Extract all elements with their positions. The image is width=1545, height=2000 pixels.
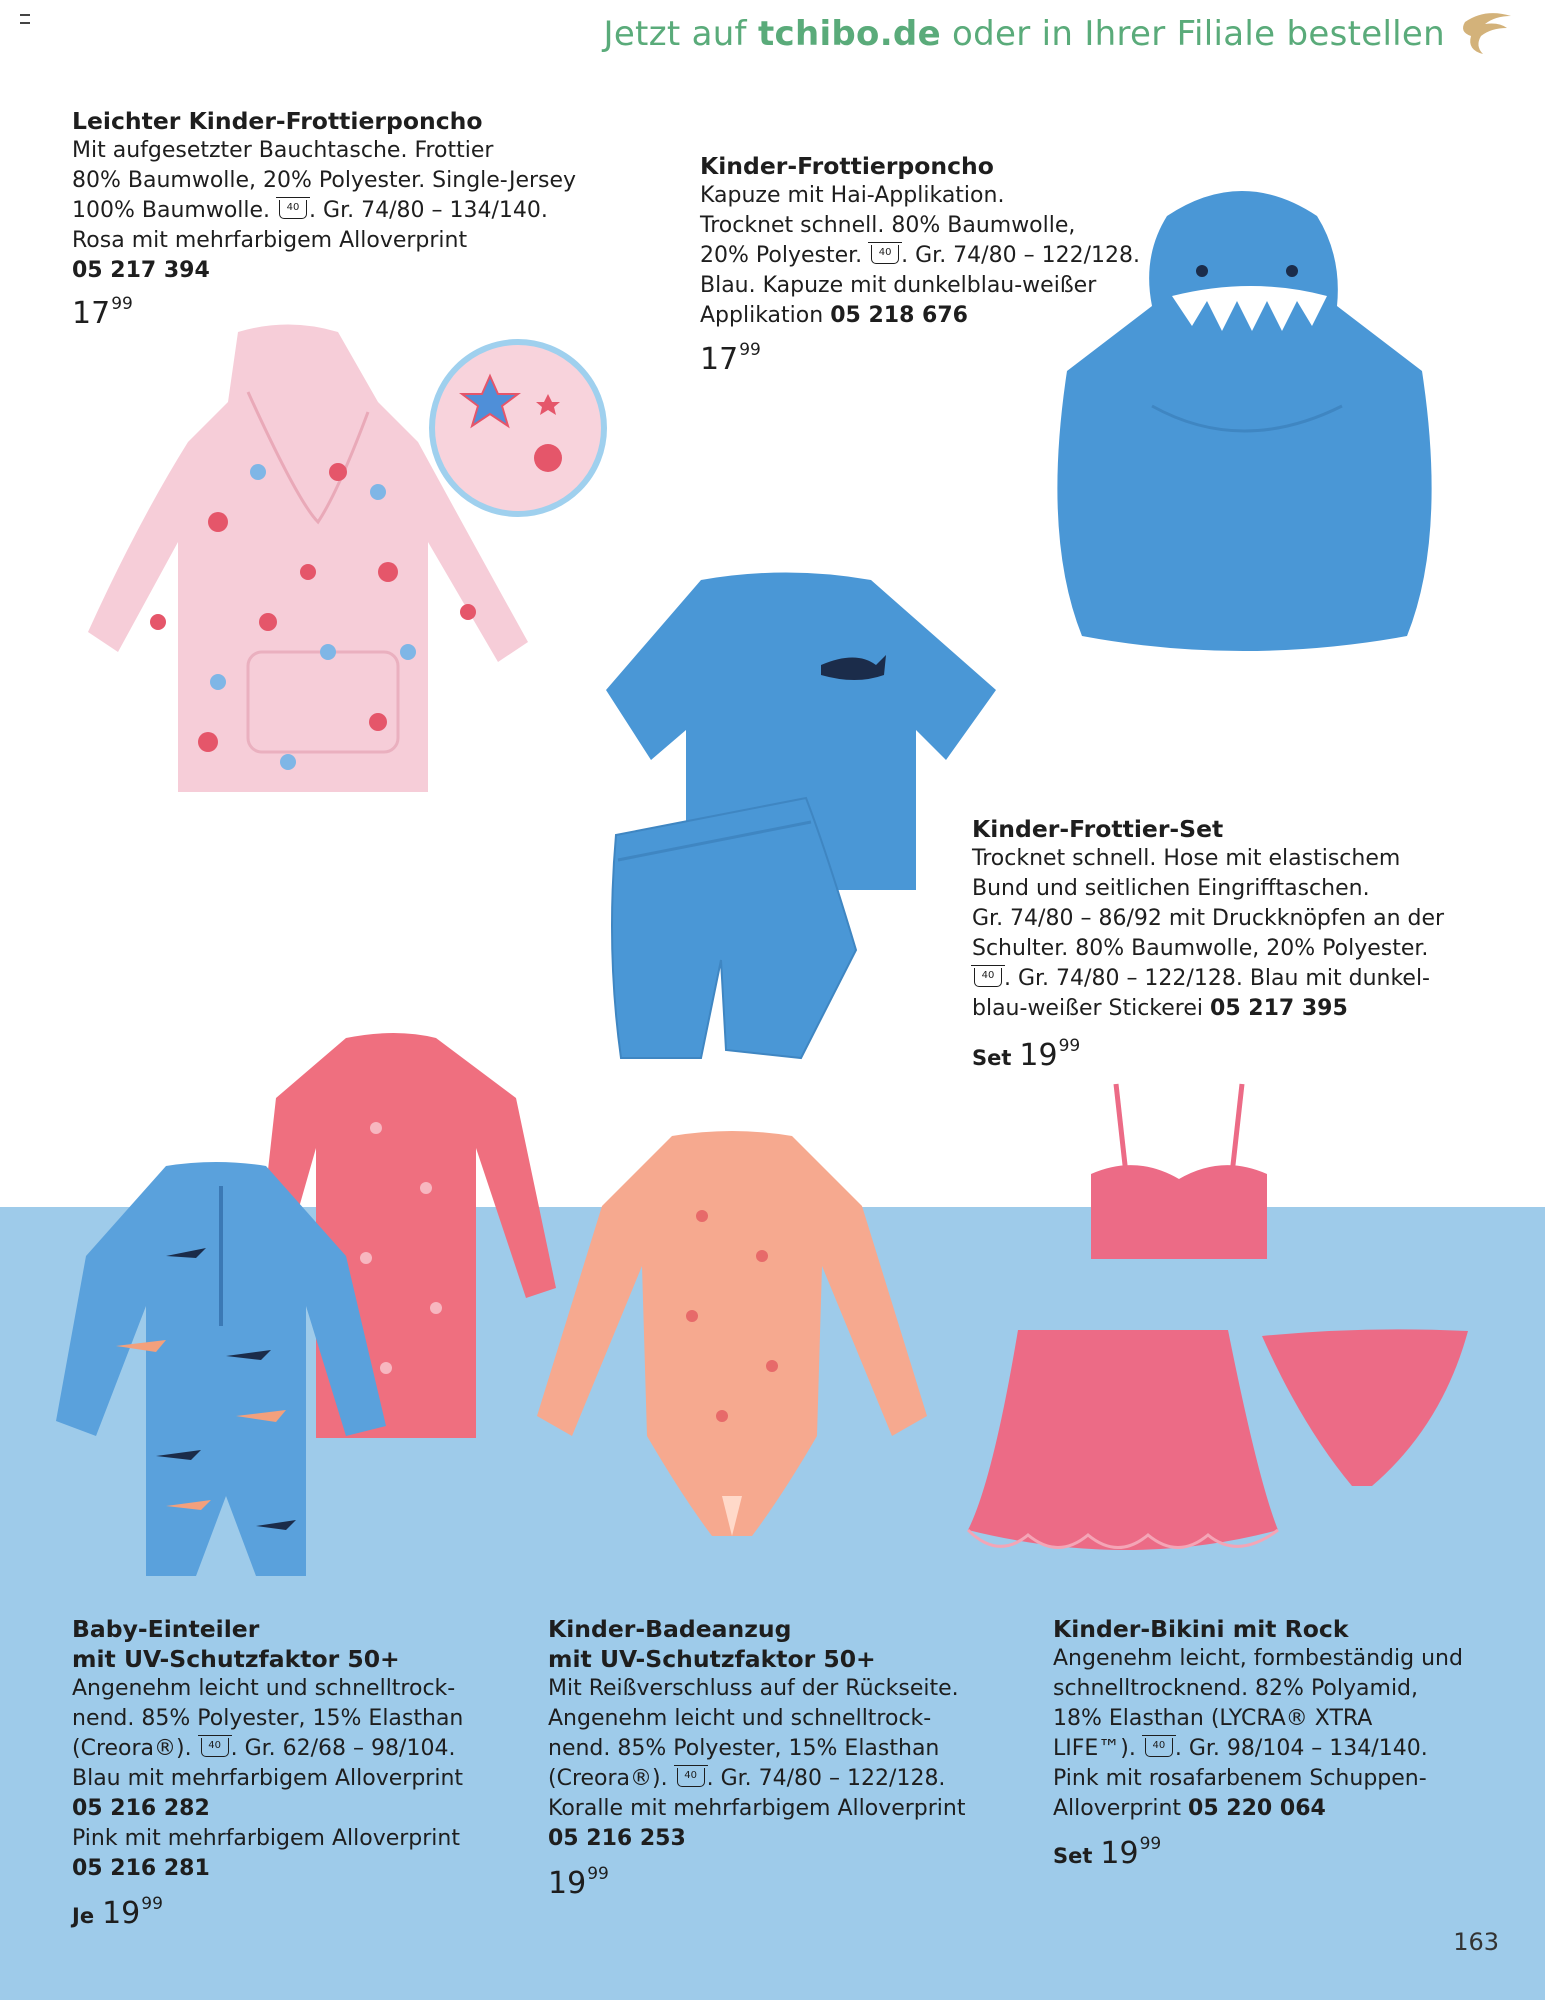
product-bikini: Kinder-Bikini mit Rock Angenehm leicht, formbeständig und schnelltrocknend. 82% Polyamid, 18% Elasthan (LYCRA® XTRA LIFE™). 40 . Gr. 98/104 – 134/140. Pink mit rosafarbenem Schuppen- Alloverprint 05 220 064 [1053, 1615, 1463, 1821]
menu-icon [20, 14, 30, 24]
price-terry-set: Set $19^{99}$ [972, 1036, 1081, 1073]
site-name: tchibo.de [757, 14, 941, 54]
tchibo-logo-icon [1455, 6, 1517, 58]
product-light-poncho: Leichter Kinder-Frottierponcho Mit aufgesetzter Bauchtasche. Frottier 80% Baumwolle, 20% Polyester. Single-Jersey 100% Baumwolle. 40 . Gr. 74/80 – 134/140. Rosa mit mehrfarbigem Alloverprint 05 217 394 [72, 106, 576, 286]
price-swimsuit: $19^{99}$ [548, 1864, 609, 1901]
page-header: Jetzt auf tchibo.de oder in Ihrer Filiale bestellen [603, 14, 1445, 54]
article-number: 05 216 281 [72, 1856, 210, 1881]
article-number: 05 220 064 [1188, 1796, 1326, 1821]
product-shark-poncho: Kinder-Frottierponcho Kapuze mit Hai-Applikation. Trocknet schnell. 80% Baumwolle, 20% Polyester. 40 . Gr. 74/80 – 122/128. Blau. Kapuze mit dunkelblau-weißer Applikation 05 218 676 [700, 152, 1140, 328]
wash-40-icon: 40 [1145, 1738, 1173, 1757]
article-number: 05 217 394 [72, 258, 210, 283]
fabric-detail-zoom-image [428, 338, 608, 518]
product-swimsuit: Kinder-Badeanzug mit UV-Schutzfaktor 50+ Mit Reißverschluss auf der Rückseite. Angenehm leicht und schnelltrock- nend. 85% Polyester, 15% Elasthan (Creora®). 40 . Gr. 74/80 – 122/128. Koralle mit mehrfarbigem Alloverprint 05 216 253 [548, 1614, 965, 1854]
wash-40-icon: 40 [974, 968, 1002, 987]
bikini-bottom-image [1262, 1326, 1468, 1490]
price-shark-poncho: $17^{99}$ [700, 340, 761, 377]
blue-shark-onesie-image [56, 1166, 386, 1576]
product-title: Kinder-Frottierponcho [700, 152, 994, 180]
product-title: Kinder-Badeanzug [548, 1615, 792, 1643]
product-baby-onesie: Baby-Einteiler mit UV-Schutzfaktor 50+ Angenehm leicht und schnelltrock- nend. 85% Polyester, 15% Elasthan (Creora®). 40 . Gr. 62/68 – 98/104. Blau mit mehrfarbigem Alloverprint 05 216 282 Pink mit mehrfarbigem Alloverprint 05 216 281 [72, 1614, 463, 1884]
product-title: Baby-Einteiler [72, 1615, 260, 1643]
bikini-skirt-image [968, 1330, 1278, 1566]
article-number: 05 217 395 [1210, 996, 1348, 1021]
product-subtitle: mit UV-Schutzfaktor 50+ [72, 1645, 400, 1673]
bikini-top-image [1086, 1084, 1272, 1264]
price-light-poncho: $17^{99}$ [72, 294, 133, 331]
blue-shark-poncho-image [1042, 176, 1452, 656]
wash-40-icon: 40 [871, 245, 899, 264]
product-terry-set: Kinder-Frottier-Set Trocknet schnell. Hose mit elastischem Bund und seitlichen Eingrifftaschen. Gr. 74/80 – 86/92 mit Druckknöpfen an der Schulter. 80% Baumwolle, 20% Polyester. 40 . Gr. 74/80 – 122/128. Blau mit dunkel- blau-weißer Stickerei 05 217 395 [972, 815, 1445, 1021]
article-number: 05 216 282 [72, 1796, 210, 1821]
article-number: 05 216 253 [548, 1826, 686, 1851]
wash-40-icon: 40 [677, 1768, 705, 1787]
product-title: Kinder-Bikini mit Rock [1053, 1615, 1349, 1643]
wash-40-icon: 40 [279, 200, 307, 219]
wash-40-icon: 40 [201, 1738, 229, 1757]
price-bikini: Set $19^{99}$ [1053, 1834, 1162, 1871]
product-subtitle: mit UV-Schutzfaktor 50+ [548, 1645, 876, 1673]
page-number: 163 [1453, 1928, 1499, 1956]
price-baby-onesie: Je $19^{99}$ [72, 1894, 163, 1931]
coral-swimsuit-image [532, 1136, 932, 1536]
product-title: Leichter Kinder-Frottierponcho [72, 107, 483, 135]
blue-terry-set-image [606, 570, 996, 1060]
article-number: 05 218 676 [830, 303, 968, 328]
product-title: Kinder-Frottier-Set [972, 815, 1224, 843]
